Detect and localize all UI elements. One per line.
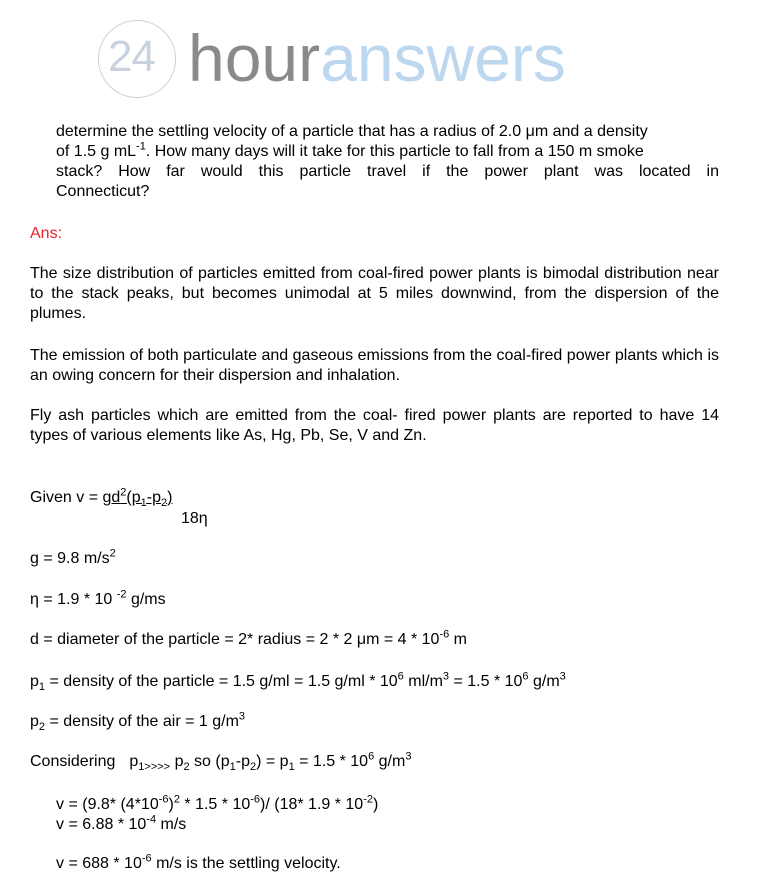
paragraph-3: Fly ash particles which are emitted from the coal- fired power plants are reported to have 14 types of various elements like As, Hg, Pb, Se, V and Zn. (30, 407, 719, 444)
site-logo (98, 18, 618, 102)
logo-number: 24 (108, 32, 155, 81)
paragraph-1: The size distribution of particles emitted from coal-fired power plants is bimodal distribution near to the stack peaks, but becomes unimodal at 5 miles downwind, from the dispersion of the plumes. (30, 265, 719, 322)
value-g: g = 9.8 $m/s^2$ (30, 547, 116, 567)
value-p2: $p_2$ = density of the air = 1 $g/m^3$ (30, 710, 246, 734)
formula-given: Given $v = gd^2(p_1-p_2)$ (30, 486, 173, 510)
paragraph-2: The emission of both particulate and gaseous emissions from the coal-fired power plants which is an owing concern for their dispersion and inhalation. (30, 347, 719, 384)
value-eta: η = 1.9 * 10 $^{-2}$ g/ms (30, 588, 166, 608)
formula-denominator: 18η (181, 510, 208, 527)
calc-line-3: $v = 688 * 10^{-6}$ m/s is the settling velocity. (56, 852, 341, 872)
question-text: determine the settling velocity of a particle that has a radius of 2.0 μm and a density of 1.5 g $mL^{-1}$. How many days will it take for this particle to fall from a 150 m smoke stack? How far would this particle travel if the power plant was located in Connecticut? (56, 123, 719, 200)
calc-line-2: $v = 6.88 * 10^{-4}$ m/s (56, 813, 187, 833)
value-diameter: d = diameter of the particle = 2* radius = 2 * 2 $\mu m = 4 * 10^{-6}$ m (30, 628, 468, 648)
calc-line-1: v = (9.8* $(4*10^{-6})^2 * 1.5 * 10^{-6})/$ (18* $1.9 * 10^{-2}$) (56, 793, 379, 813)
value-p1: $p_1$ = density of the particle = 1.5 g/ml = 1.5 $g/ml * 10^6$ $ml/m^3 = 1.5 * 10^6$ $g/m^3$ (30, 670, 566, 694)
answer-label: Ans: (30, 225, 63, 242)
logo-wordmark: houranswers (188, 21, 566, 95)
considering-line: Considering $p_{1>>>>}$ $p_2$ so $(p_1-p_2) = p_1 = 1.5 * 10^6$ $g/m^3$ (30, 750, 412, 774)
